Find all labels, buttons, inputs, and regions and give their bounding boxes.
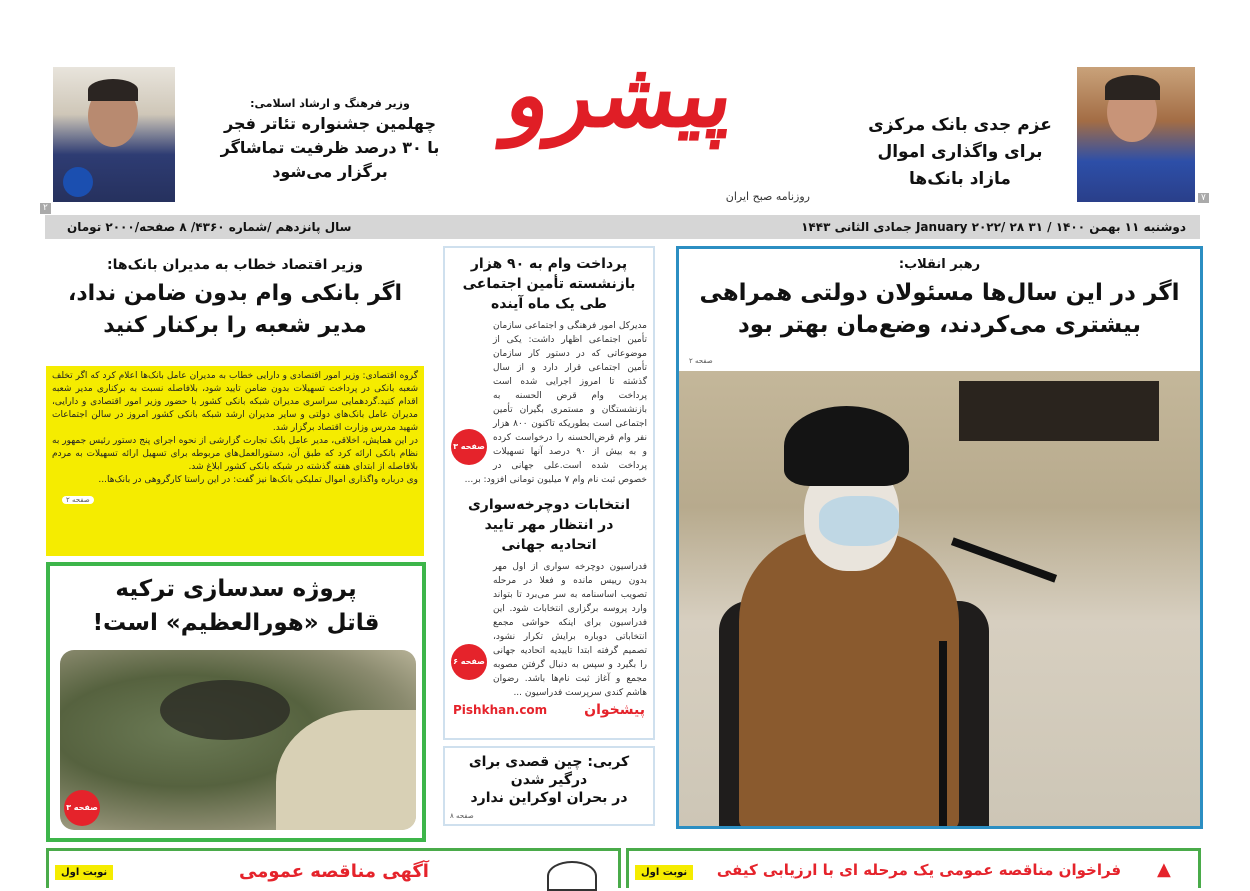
issue-info: سال پانزدهم /شماره ۴۳۶۰/ ۸ صفحه/۲۰۰۰ تومان [67,220,352,234]
headline-line: مدیر شعبه را برکنار کنید [103,313,367,338]
ad-tag: نوبت اول [55,865,113,880]
headline-line: برای واگذاری اموال [877,142,1043,162]
middle-column-stories [443,246,655,740]
page-ref-2: ۲ [40,203,51,214]
central-bank-official-photo[interactable] [1077,67,1195,202]
headline-line: اگر در این سال‌ها مسئولان دولتی همراهی [699,280,1180,306]
headline-line: بیشتری می‌کردند، وضع‌مان بهتر بود [737,312,1141,338]
dam-project-story[interactable] [46,562,426,842]
ukraine-story[interactable] [443,746,655,826]
page-badge[interactable]: صفحه ۶ [451,644,487,680]
lead-page-ref: صفحه ۲ [689,357,713,365]
story-body: گروه اقتصادی: وزیر امور اقتصادی و دارایی خطاب به مدیران عامل بانک‌ها اعلام کرد که اگر تخلف شعبه بانکی در پرداخت تسهیلات بدون ضامن تایید شود، بلافاصله نسبت به برکناری مدیر شعبه اقدام کنید.گردهمایی سراسری مدیران شبکه بانکی کشور با حضور وزیر امور اقتصادی و دارایی، مدیران عامل بانک‌های دولتی و سایر مدیران ارشد شبکه بانکی کشور امروز در سالن اجتماعات شهید مدرس وزارت اقتصاد برگزار شد. در این همایش، اخلاقی، مدیر عامل بانک تجارت گزارشی از نحوه اجرای پنج دستور رئیس جمهور به نظام بانکی ارائه کرد که طبق آن، دستورالعمل‌های مربوطه برای تسهیل ارائه تسهیلات به مردم بلافاصله از ابتدای هفته گذشته در شبکه بانکی کشور ابلاغ شد. وی درباره واگذاری اموال تملیکی بانک‌ها نیز گفت: در این راستا کارگروهی در بانک‌ها... [52,371,418,485]
bank-minister-story-body [46,366,424,556]
municipality-logo-icon [547,861,597,891]
pishkhan-url: Pishkhan.com [453,703,548,717]
ad-tag: نوبت اول [635,865,693,880]
page-ref: صفحه ۸ [450,812,474,820]
lead-story[interactable] [676,246,1203,829]
headline-line: در بحران اوکراین ندارد [470,790,628,806]
headline-line: برگزار می‌شود [272,162,388,181]
culture-minister-photo[interactable] [53,67,175,202]
headline-line: اتحادیه جهانی [501,537,597,553]
lead-headline [679,277,1200,341]
headline-line: درگیر شدن [510,772,588,788]
pension-loan-body: مدیرکل امور فرهنگی و اجتماعی سازمان تأمین اجتماعی اظهار داشت: یکی از موضوعاتی که در دستور کار سازمان تأمین اجتماعی قرار دارد و از سال گذشته تا امروز اجرایی شده است پرداخت وام قرض الحسنه به بازنشستگان و مستمری بگیران تأمین اجتماعی است بطوریکه تاکنون ۸۰۰ هزار نفر وام قرض‌الحسنه را درخواست کرده و به بیش از ۹۰ درصد آنها تسهیلات پرداخت شده است.علی جهانی در خصوص ثبت نام وام ۷ میلیون تومانی افزود: بر... [464,321,648,485]
kicker: وزیر اقتصاد خطاب به مدیران بانک‌ها: [107,257,363,273]
headline-line: پروژه سدسازی ترکیه [115,576,357,602]
date-bar [45,215,1200,239]
ad-title: فراخوان مناقصه عمومی یک مرحله ای با ارزیابی کیفی [716,861,1122,879]
newspaper-logo: پیشرو [500,42,741,148]
headline-line: چهلمین جشنواره تئاتر فجر [224,114,436,133]
issue-date: دوشنبه ۱۱ بهمن ۱۴۰۰ / ۳۱ January ۲۰۲۲/ ۲۸ جمادی الثانی ۱۴۴۳ [801,220,1186,234]
lead-kicker: رهبر انقلاب: [898,257,981,272]
kicker: وزیر فرهنگ و ارشاد اسلامی: [250,97,410,110]
lead-photo[interactable] [679,371,1200,826]
headline-line: اگر بانکی وام بدون ضامن نداد، [67,281,402,306]
headline-line: قاتل «هورالعظیم» است! [92,610,380,636]
page-ref-7: ۷ [1198,193,1209,203]
cycling-election-headline[interactable] [445,495,653,555]
ad-tender-right[interactable] [626,848,1201,888]
pishkhan-watermark: پیشخوان [584,702,645,718]
newspaper-subtitle: روزنامه صبح ایران [725,190,810,203]
headline-line: مازاد بانک‌ها [909,169,1011,189]
cycling-election-body: فدراسیون دوچرخه سواری از اول مهر بدون رییس مانده و فعلا در مرحله تصویب اساسنامه به سر می‌برد تا بتواند وارد پروسه برگزاری انتخابات شود. این فدراسیون برای اینکه حواشی مجمع انتخاباتی دوباره برایش تکرار نشود، تصمیم گرفته ابتدا تاییدیه اتحادیه جهانی را بگیرد و سپس به دنبال گرفتن مصوبه مجمع و آغاز ثبت نام‌ها باشد. رضوان هاشم کندی سرپرست فدراسیون ... [493,562,647,698]
ad-title: آگهی مناقصه عمومی [239,861,429,882]
teaser-central-bank[interactable] [850,112,1070,193]
flame-logo-icon: ▲ [1157,859,1171,880]
headline-line: با ۳۰ درصد ظرفیت تماشاگر [220,138,440,157]
page-badge[interactable]: صفحه ۳ [451,429,487,465]
headline-line: انتخابات دوچرخه‌سواری [467,497,631,513]
headline-line: عزم جدی بانک مرکزی [868,115,1052,135]
headline-line: در انتظار مهر تایید [484,517,614,533]
page-ref: صفحه ۲ [62,496,94,504]
headline-line: پرداخت وام به ۹۰ هزار [470,256,628,272]
page-badge[interactable]: صفحه ۳ [64,790,100,826]
wetland-aerial-photo[interactable] [60,650,416,830]
headline-line: طی یک ماه آینده [491,296,607,312]
headline-line: کربی: چین قصدی برای [468,754,630,770]
teaser-theater-festival[interactable] [180,96,480,184]
headline-line: بازنشسته تأمین اجتماعی [462,276,636,292]
ad-tender-left[interactable] [46,848,621,888]
bank-minister-story-header[interactable] [46,256,424,342]
pension-loan-headline[interactable] [445,254,653,314]
